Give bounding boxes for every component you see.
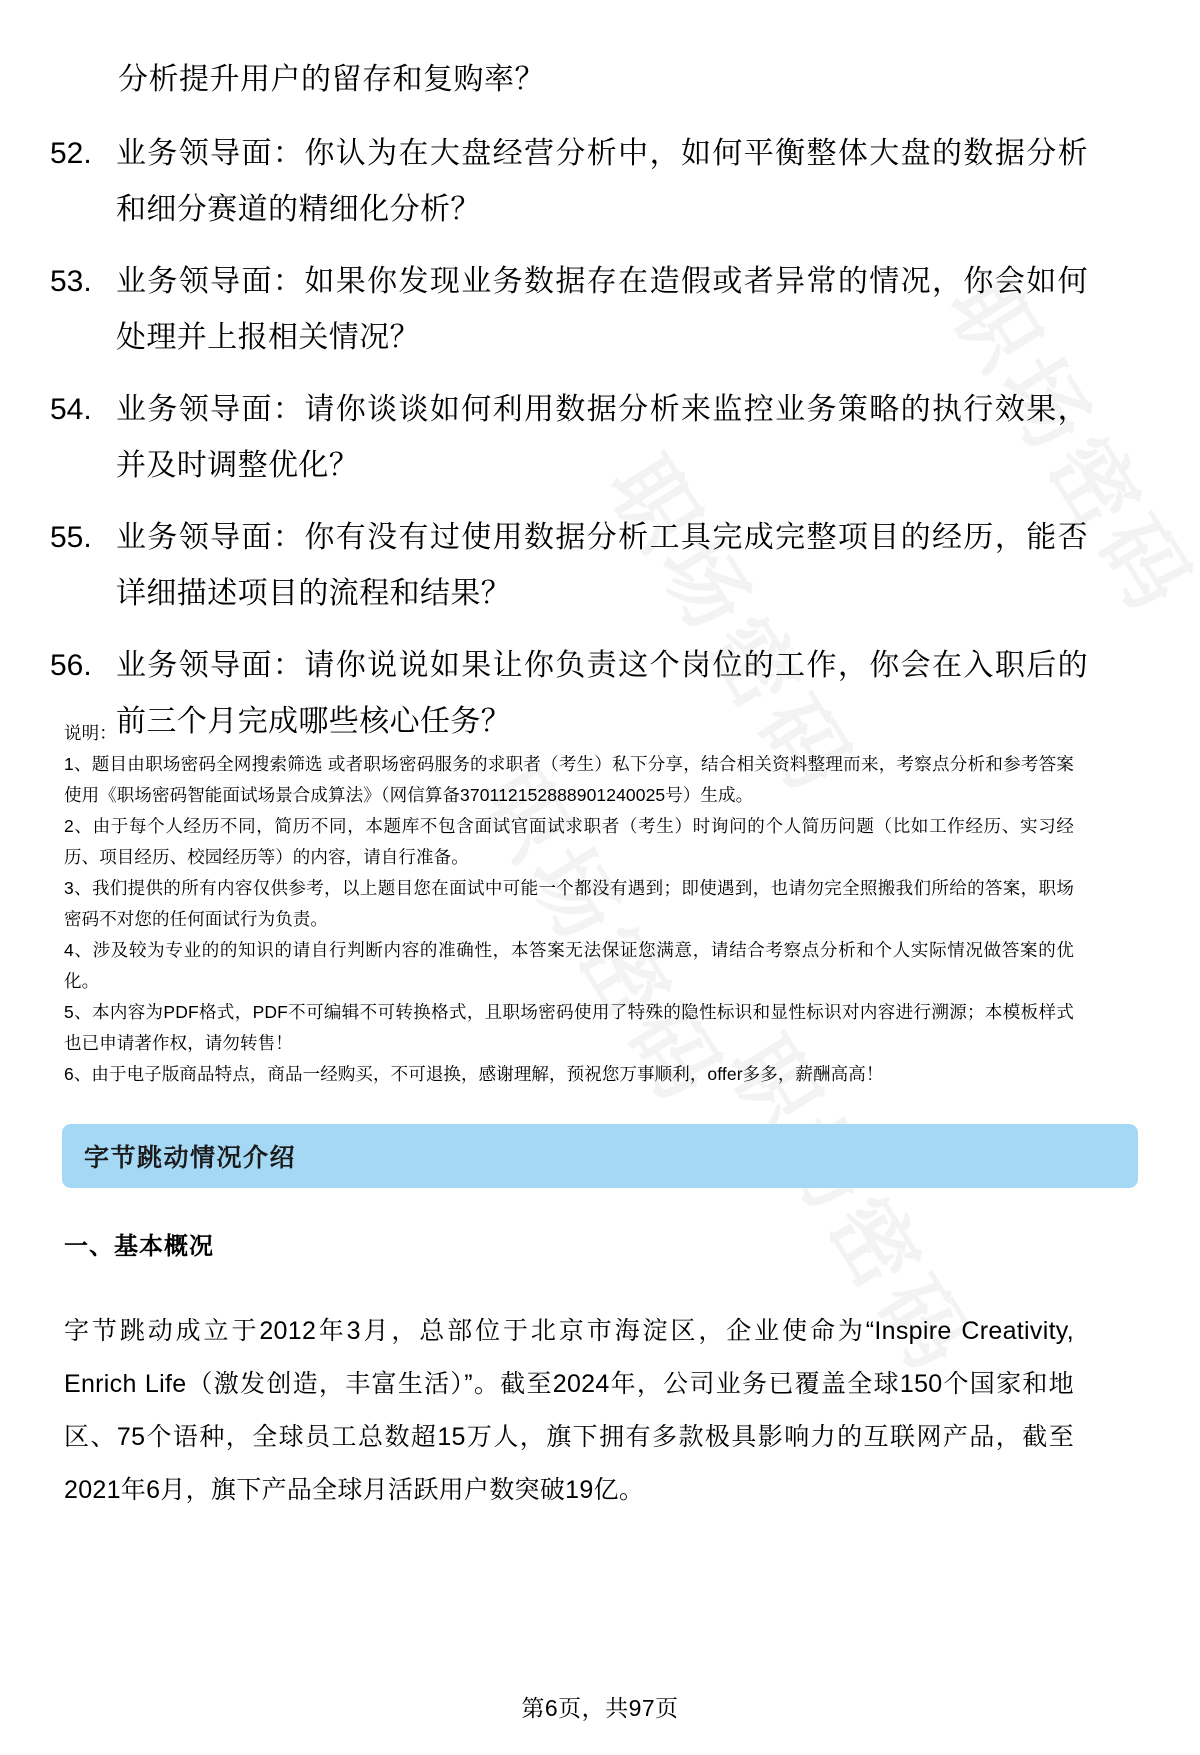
- question-list: [48, 126, 1088, 766]
- question-number: 53.: [50, 265, 92, 298]
- question-number: 55.: [50, 521, 92, 554]
- question-text: 业务领导面：你有没有过使用数据分析工具完成完整项目的经历，能否详细描述项目的流程和结果？: [116, 521, 1088, 610]
- question-text: 业务领导面：请你说说如果让你负责这个岗位的工作，你会在入职后的前三个月完成哪些核心任务？: [116, 649, 1088, 738]
- subsection-heading: 一、基本概况: [64, 1233, 214, 1260]
- question-text: 业务领导面：你认为在大盘经营分析中，如何平衡整体大盘的数据分析和细分赛道的精细化分析？: [116, 137, 1088, 226]
- question-text: 业务领导面：如果你发现业务数据存在造假或者异常的情况，你会如何处理并上报相关情况？: [116, 265, 1088, 354]
- question-number: 52.: [50, 137, 92, 170]
- question-item: [48, 382, 1088, 494]
- continued-question-line: 分析提升用户的留存和复购率？: [118, 63, 545, 96]
- section-banner-title: 字节跳动情况介绍: [84, 1144, 297, 1172]
- note-item: 3、我们提供的所有内容仅供参考，以上题目您在面试中可能一个都没有遇到；即使遇到，也请勿完全照搬我们所给的答案，职场密码不对您的任何面试行为负责。: [64, 878, 1074, 929]
- question-item: [48, 510, 1088, 622]
- intro-paragraph: 字节跳动成立于2012年3月，总部位于北京市海淀区，企业使命为“Inspire Creativity, Enrich Life（激发创造，丰富生活）”。截至2024年，公司业务已覆盖全球150个国家和地区、75个语种，全球员工总数超15万人，旗下拥有多款极具影响力的互联网产品，截至2021年6月，旗下产品全球月活跃用户数突破19亿。: [64, 1317, 1074, 1504]
- notes-title: 说明：: [64, 723, 117, 743]
- question-item: [48, 126, 1088, 238]
- question-number: 54.: [50, 393, 92, 426]
- note-item: 4、涉及较为专业的的知识的请自行判断内容的准确性，本答案无法保证您满意，请结合考察点分析和个人实际情况做答案的优化。: [64, 940, 1074, 991]
- note-item: 5、本内容为PDF格式，PDF不可编辑不可转换格式，且职场密码使用了特殊的隐性标识和显性标识对内容进行溯源；本模板样式也已申请著作权，请勿转售！: [64, 1002, 1074, 1053]
- notes-block: [64, 718, 1074, 1090]
- section-banner: [62, 1124, 1138, 1188]
- note-item: 2、由于每个人经历不同，简历不同，本题库不包含面试官面试求职者（考生）时询问的个人简历问题（比如工作经历、实习经历、项目经历、校园经历等）的内容，请自行准备。: [64, 816, 1074, 867]
- question-number: 56.: [50, 649, 92, 682]
- question-item: [48, 254, 1088, 366]
- page-footer: 第6页，共97页: [521, 1695, 679, 1721]
- note-item: 6、由于电子版商品特点，商品一经购买，不可退换，感谢理解，预祝您万事顺利，offer多多，薪酬高高！: [64, 1064, 884, 1084]
- question-text: 业务领导面：请你谈谈如何利用数据分析来监控业务策略的执行效果，并及时调整优化？: [116, 393, 1088, 482]
- note-item: 1、题目由职场密码全网搜索筛选 或者职场密码服务的求职者（考生）私下分享，结合相关资料整理而来，考察点分析和参考答案使用《职场密码智能面试场景合成算法》（网信算备370112152888901240025号）生成。: [64, 754, 1074, 805]
